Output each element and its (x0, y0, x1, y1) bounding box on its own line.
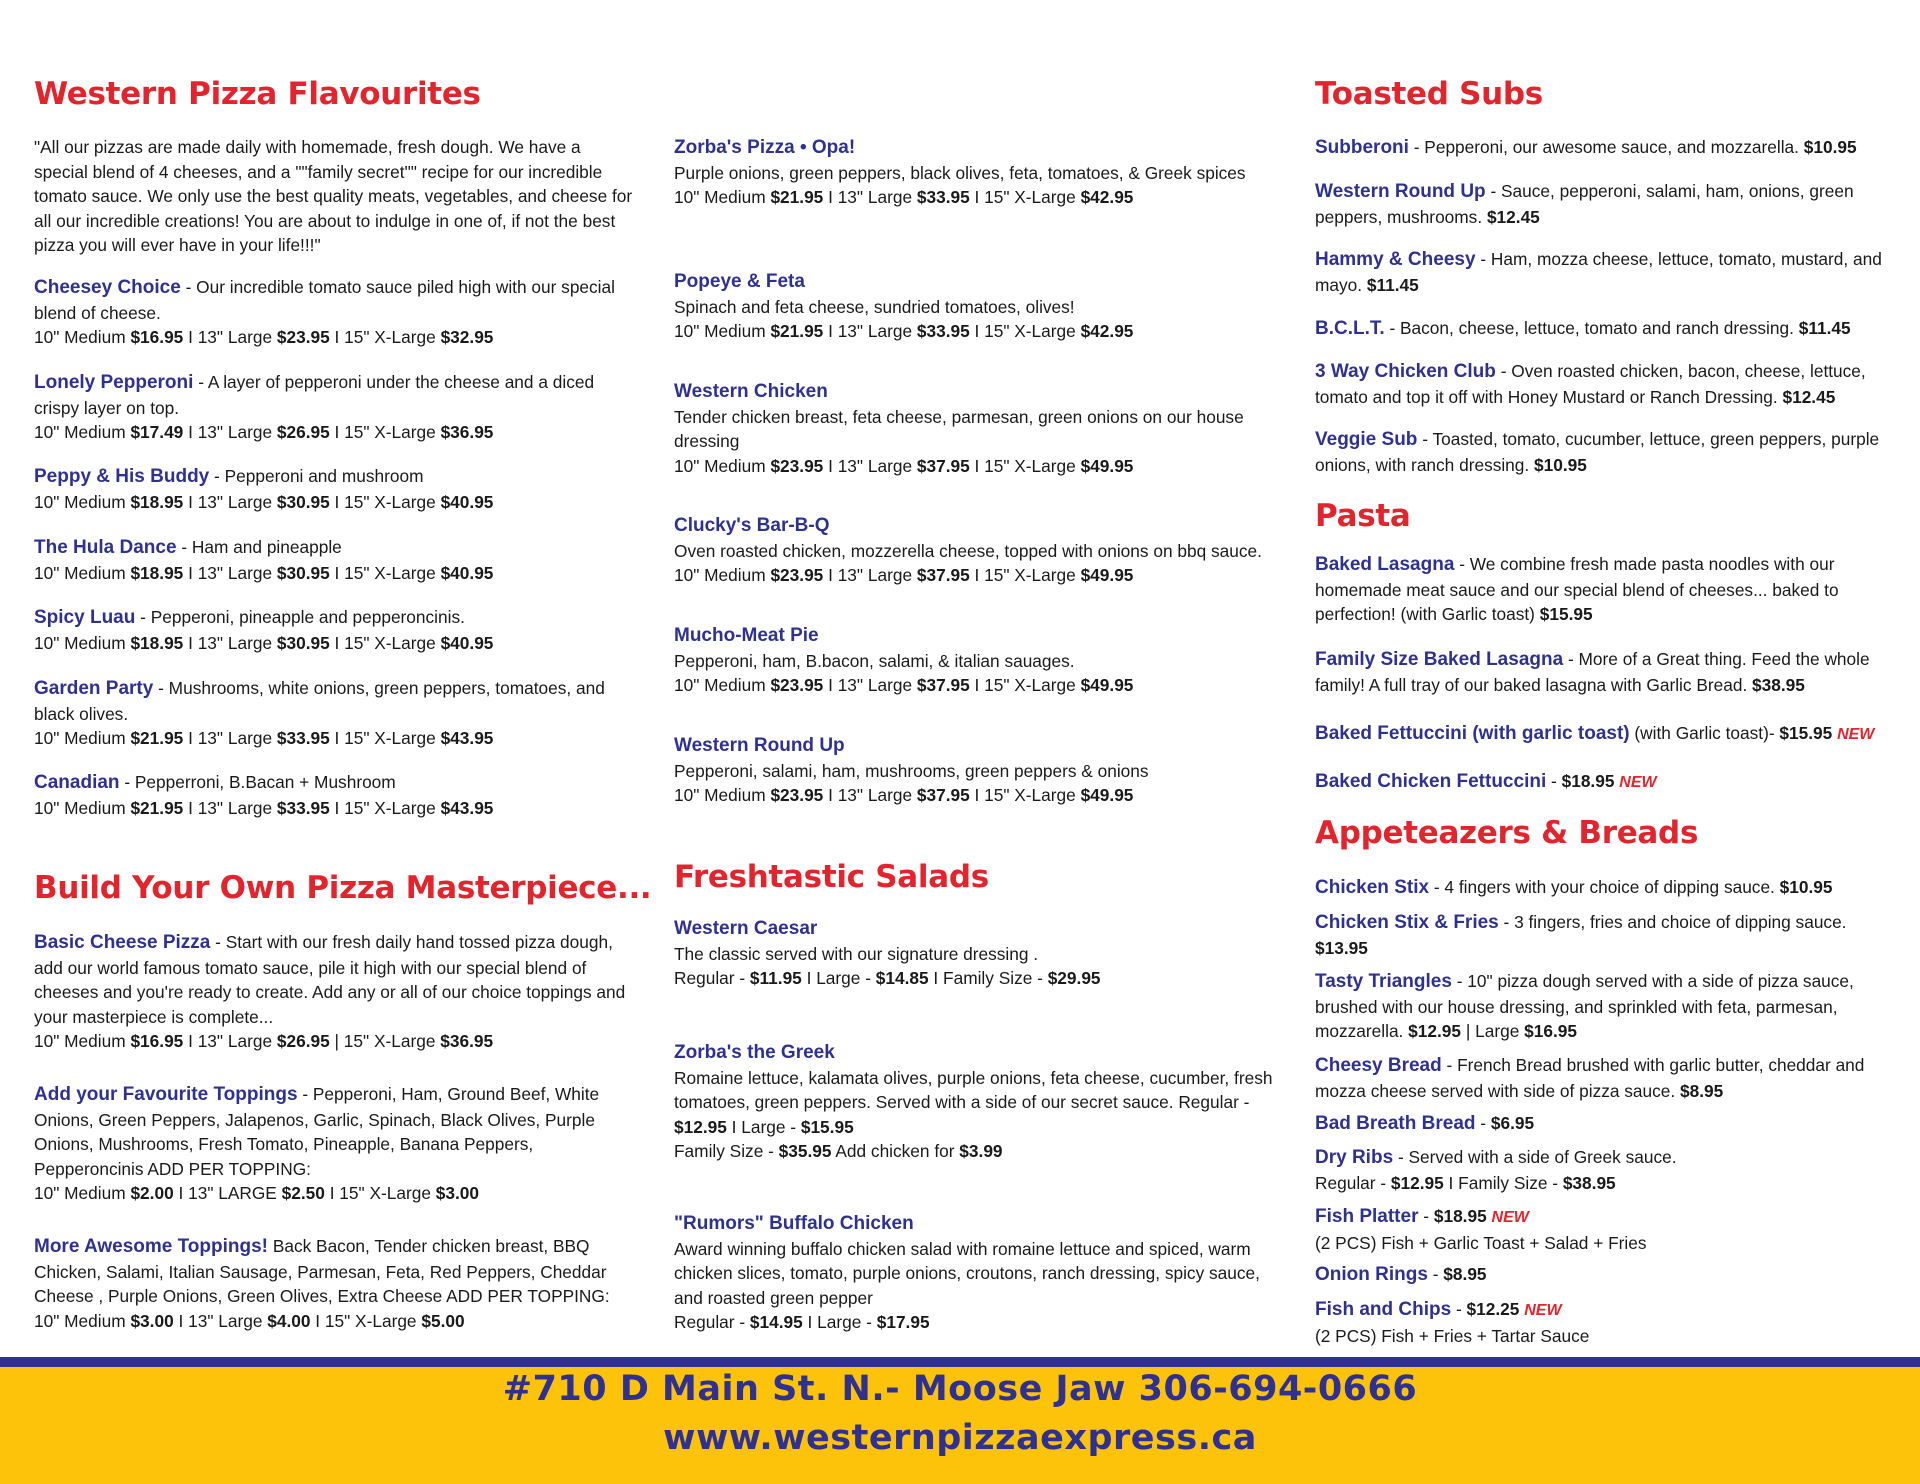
item-name: Mucho-Meat Pie (674, 625, 819, 646)
item-name: Western Caesar (674, 918, 818, 939)
menu-item: Fish Platter - $18.95 NEW (2 PCS) Fish + Garlic Toast + Salad + Fries (1315, 1206, 1647, 1253)
new-badge: NEW (1619, 774, 1657, 791)
menu-item: Onion Rings - $8.95 (1315, 1264, 1487, 1285)
item-name: Clucky's Bar-B-Q (674, 515, 830, 536)
item-desc: - Pepperoni and mushroom (209, 466, 424, 486)
menu-item: Spicy Luau - Pepperoni, pineapple and pepperoncinis. 10" Medium $18.95 I 13" Large $30.95 I 15" X-Large $40.95 (34, 607, 494, 653)
menu-item: Cheesey Choice - Our incredible tomato sauce piled high with our special blend of cheese. 10" Medium $16.95 I 13" Large $23.95 I 15" X-Large $32.95 (34, 277, 615, 347)
item-name: Zorba's the Greek (674, 1042, 835, 1063)
menu-item: Subberoni - Pepperoni, our awesome sauce, and mozzarella. $10.95 (1315, 137, 1857, 158)
menu-item: Western Caesar The classic served with our signature dressing . Regular - $11.95 I Large - $14.85 I Family Size - $29.95 (674, 918, 1101, 988)
item-name: Veggie Sub (1315, 429, 1418, 450)
item-desc: Award winning buffalo chicken salad with romaine lettuce and spiced, warm chicken slices, tomato, purple onions, croutons, ranch dressing, spicy sauce, and roasted green pepper (674, 1238, 1260, 1308)
item-name: Western Chicken (674, 381, 828, 402)
item-name: Lonely Pepperoni (34, 372, 194, 393)
menu-item: Western Round Up - Sauce, pepperoni, salami, ham, onions, green peppers, mushrooms. $12.45 (1315, 181, 1854, 227)
item-name: Baked Fettuccini (with garlic toast) (1315, 723, 1630, 744)
item-name: Chicken Stix & Fries (1315, 912, 1499, 933)
item-name: Garden Party (34, 678, 154, 699)
menu-item: Dry Ribs - Served with a side of Greek sauce. Regular - $12.95 I Family Size - $38.95 (1315, 1147, 1677, 1193)
menu-item: Mucho-Meat Pie Pepperoni, ham, B.bacon, salami, & italian sauages. 10" Medium $23.95 I 13" Large $37.95 I 15" X-Large $49.95 (674, 625, 1134, 695)
section-title-apps: Appeteazers & Breads (1315, 815, 1699, 851)
item-name: Peppy & His Buddy (34, 466, 210, 487)
section-title-build: Build Your Own Pizza Masterpiece... (34, 870, 652, 906)
item-name: Canadian (34, 772, 120, 793)
item-desc: Purple onions, green peppers, black olives, feta, tomatoes, & Greek spices (674, 162, 1246, 183)
footer-divider (0, 1357, 1920, 1367)
menu-item: The Hula Dance - Ham and pineapple 10" Medium $18.95 I 13" Large $30.95 I 15" X-Large $40.95 (34, 537, 494, 583)
item-desc: - Ham and pineapple (176, 537, 342, 557)
item-name: Fish and Chips (1315, 1299, 1452, 1320)
menu-item: Chicken Stix & Fries - 3 fingers, fries and choice of dipping sauce. $13.95 (1315, 912, 1847, 958)
footer-address: #710 D Main St. N.- Moose Jaw 306-694-0666 (502, 1369, 1418, 1409)
item-name: "Rumors" Buffalo Chicken (674, 1213, 914, 1234)
menu-item: Peppy & His Buddy - Pepperoni and mushroom 10" Medium $18.95 I 13" Large $30.95 I 15" X-Large $40.95 (34, 466, 494, 512)
menu-item: Garden Party - Mushrooms, white onions, green peppers, tomatoes, and black olives. 10" Medium $21.95 I 13" Large $33.95 I 15" X-Large $43.95 (34, 678, 605, 748)
menu-item: Family Size Baked Lasagna - More of a Great thing. Feed the whole family! A full tray of our baked lasagna with Garlic Bread. $38.95 (1315, 649, 1870, 695)
item-desc: Spinach and feta cheese, sundried tomatoes, olives! (674, 296, 1075, 317)
menu-item: Western Chicken Tender chicken breast, feta cheese, parmesan, green onions on our house dressing 10" Medium $23.95 I 13" Large $37.95 I 15" X-Large $49.95 (674, 381, 1244, 476)
menu-item: Zorba's Pizza • Opa! Purple onions, green peppers, black olives, feta, tomatoes, & Greek spices 10" Medium $21.95 I 13" Large $33.95 I 15" X-Large $42.95 (674, 137, 1246, 207)
item-desc: Oven roasted chicken, mozzerella cheese, topped with onions on bbq sauce. (674, 540, 1262, 561)
section-title-salads: Freshtastic Salads (674, 859, 989, 895)
item-name: Cheesy Bread (1315, 1055, 1442, 1076)
item-name: Spicy Luau (34, 607, 136, 628)
menu-item: Clucky's Bar-B-Q Oven roasted chicken, mozzerella cheese, topped with onions on bbq sauce. 10" Medium $23.95 I 13" Large $37.95 I 15" X-Large $49.95 (674, 515, 1262, 585)
item-desc: Romaine lettuce, kalamata olives, purple onions, feta cheese, cucumber, fresh tomatoes, green peppers. Served with a side of our secret sauce. (674, 1067, 1273, 1112)
menu-item: 3 Way Chicken Club - Oven roasted chicken, bacon, cheese, lettuce, tomato and top it off with Honey Mustard or Ranch Dressing. $12.45 (1315, 361, 1866, 407)
item-name: Cheesey Choice (34, 277, 181, 298)
menu-item: "Rumors" Buffalo Chicken Award winning buffalo chicken salad with romaine lettuce and spiced, warm chicken slices, tomato, purple onions, croutons, ranch dressing, spicy sauce, and roasted green pepper Regular - $14.95 I Large - $17.95 (674, 1213, 1260, 1332)
new-badge: NEW (1491, 1209, 1529, 1226)
menu-item: Hammy & Cheesy - Ham, mozza cheese, lettuce, tomato, mustard, and mayo. $11.45 (1315, 249, 1882, 295)
menu-item: Western Round Up Pepperoni, salami, ham, mushrooms, green peppers & onions 10" Medium $23.95 I 13" Large $37.95 I 15" X-Large $49.95 (674, 735, 1149, 805)
menu-item: Basic Cheese Pizza - Start with our fresh daily hand tossed pizza dough, add our world famous tomato sauce, pile it high with our special blend of cheeses and you're ready to create. Add any or all of our choice toppings and your masterpiece is complete... 10" Medium $16.95 I 13" Large $26.95 | 15" X-Large $36.95 (34, 932, 626, 1051)
item-desc: Back Bacon, Tender chicken breast, BBQ Chicken, Salami, Italian Sausage, Parmesan, Feta, Red Peppers, Cheddar Cheese , Purple Onions, Green Olives, Extra Cheese ADD PER TOPPING: (34, 1236, 610, 1306)
item-name: Baked Lasagna (1315, 554, 1455, 575)
item-desc: - Our incredible tomato sauce piled high with our special blend of cheese. (34, 277, 615, 323)
menu-item: Popeye & Feta Spinach and feta cheese, sundried tomatoes, olives! 10" Medium $21.95 I 13" Large $33.95 I 15" X-Large $42.95 (674, 271, 1134, 341)
item-name: Bad Breath Bread (1315, 1113, 1476, 1134)
menu-item: Tasty Triangles - 10" pizza dough served with a side of pizza sauce, brushed with our house dressing, and sprinkled with feta, parmesan, mozzarella. $12.95 | Large $16.95 (1315, 971, 1854, 1041)
item-name: 3 Way Chicken Club (1315, 361, 1496, 382)
menu-item: B.C.L.T. - Bacon, cheese, lettuce, tomato and ranch dressing. $11.45 (1315, 318, 1851, 339)
item-name: Dry Ribs (1315, 1147, 1394, 1168)
item-name: Tasty Triangles (1315, 971, 1452, 992)
item-desc: Pepperoni, salami, ham, mushrooms, green peppers & onions (674, 760, 1149, 781)
menu-item: Add your Favourite Toppings - Pepperoni, Ham, Ground Beef, White Onions, Green Peppers, Jalapenos, Garlic, Spinach, Black Olives, Purple Onions, Mushrooms, Fresh Tomato, Pineapple, Banana Peppers, Pepperoncinis ADD PER TOPPING: 10" Medium $2.00 I 13" LARGE $2.50 I 15" X-Large $3.00 (34, 1084, 600, 1203)
intro-text: "All our pizzas are made daily with homemade, fresh dough. We have a special blend of 4 cheeses, and a ""family secret"" recipe for our incredible tomato sauce. We only use the best quality meats, vegetables, and cheese for all our incredible creations! You are about to indulge in one of, if not the best pizza you will ever have in your life!!!" (34, 137, 633, 255)
menu-item: Veggie Sub - Toasted, tomato, cucumber, lettuce, green peppers, purple onions, with ranch dressing. $10.95 (1315, 429, 1880, 475)
new-badge: NEW (1837, 726, 1875, 743)
item-desc: The classic served with our signature dressing . (674, 943, 1039, 964)
section-title-pasta: Pasta (1315, 498, 1411, 534)
menu-item: Bad Breath Bread - $6.95 (1315, 1113, 1535, 1134)
menu-item: Baked Chicken Fettuccini - $18.95 NEW (1315, 771, 1657, 792)
item-name: Western Round Up (674, 735, 845, 756)
menu-item: Canadian - Pepperroni, B.Bacan + Mushroom 10" Medium $21.95 I 13" Large $33.95 I 15" X-Large $43.95 (34, 772, 494, 818)
item-desc: Pepperoni, ham, B.bacon, salami, & italian sauages. (674, 650, 1075, 671)
item-desc: - Pepperoni, Ham, Ground Beef, White Onions, Green Peppers, Jalapenos, Garlic, Spinach, Black Olives, Purple Onions, Mushrooms, Fresh Tomato, Pineapple, Banana Peppers, Pepperoncinis ADD PER TOPPING: (34, 1084, 600, 1179)
item-desc: - Pepperroni, B.Bacan + Mushroom (119, 772, 396, 792)
item-desc: - Pepperoni, pineapple and pepperoncinis. (135, 607, 465, 627)
item-name: Fish Platter (1315, 1206, 1419, 1227)
item-name: Western Round Up (1315, 181, 1486, 202)
item-desc: Tender chicken breast, feta cheese, parmesan, green onions on our house dressing (674, 406, 1244, 451)
menu-item: Baked Lasagna - We combine fresh made pasta noodles with our homemade meat sauce and our special blend of cheeses... baked to perfection! (with Garlic toast) $15.95 (1315, 554, 1839, 624)
menu-item: Cheesy Bread - French Bread brushed with garlic butter, cheddar and mozza cheese served with side of pizza sauce. $8.95 (1315, 1055, 1865, 1101)
menu-item: Fish and Chips - $12.25 NEW (2 PCS) Fish + Fries + Tartar Sauce (1315, 1299, 1590, 1346)
footer-website[interactable]: www.westernpizzaexpress.ca (663, 1418, 1257, 1458)
item-name: Basic Cheese Pizza (34, 932, 211, 953)
item-name: Zorba's Pizza • Opa! (674, 137, 856, 158)
item-name: Add your Favourite Toppings (34, 1084, 298, 1105)
item-desc: - A layer of pepperoni under the cheese and a diced crispy layer on top. (34, 372, 595, 418)
item-name: Chicken Stix (1315, 877, 1430, 898)
item-desc: - Start with our fresh daily hand tossed pizza dough, add our world famous tomato sauce, pile it high with our special blend of cheeses and you're ready to create. Add any or all of our choice toppings and your masterpiece is complete... (34, 932, 626, 1027)
item-name: B.C.L.T. (1315, 318, 1385, 339)
item-name: Popeye & Feta (674, 271, 805, 292)
item-desc: - Mushrooms, white onions, green peppers, tomatoes, and black olives. (34, 678, 605, 724)
menu-item: More Awesome Toppings! Back Bacon, Tender chicken breast, BBQ Chicken, Salami, Italian Sausage, Parmesan, Feta, Red Peppers, Cheddar Cheese , Purple Onions, Green Olives, Extra Cheese ADD PER TOPPING: 10" Medium $3.00 I 13" Large $4.00 I 15" X-Large $5.00 (34, 1236, 610, 1331)
section-title-flavourites: Western Pizza Flavourites (34, 76, 481, 112)
new-badge: NEW (1524, 1302, 1562, 1319)
item-name: Subberoni (1315, 137, 1409, 158)
section-title-subs: Toasted Subs (1315, 76, 1543, 112)
menu-item: Zorba's the Greek Romaine lettuce, kalamata olives, purple onions, feta cheese, cucumber, fresh tomatoes, green peppers. Served with a side of our secret sauce. Regular - $12.95 I Large - $15.95 Family Size - $35.95 Add chicken for $3.99 (674, 1042, 1273, 1161)
menu-item: Chicken Stix - 4 fingers with your choice of dipping sauce. $10.95 (1315, 877, 1833, 898)
item-name: Hammy & Cheesy (1315, 249, 1476, 270)
item-name: Baked Chicken Fettuccini (1315, 771, 1547, 792)
item-name: More Awesome Toppings! (34, 1236, 269, 1257)
menu-item: Lonely Pepperoni - A layer of pepperoni under the cheese and a diced crispy layer on top. 10" Medium $17.49 I 13" Large $26.95 I 15" X-Large $36.95 (34, 372, 595, 442)
menu-item: Baked Fettuccini (with garlic toast) (with Garlic toast)- $15.95 NEW (1315, 723, 1875, 744)
item-name: Family Size Baked Lasagna (1315, 649, 1564, 670)
item-name: The Hula Dance (34, 537, 177, 558)
item-name: Onion Rings (1315, 1264, 1428, 1285)
